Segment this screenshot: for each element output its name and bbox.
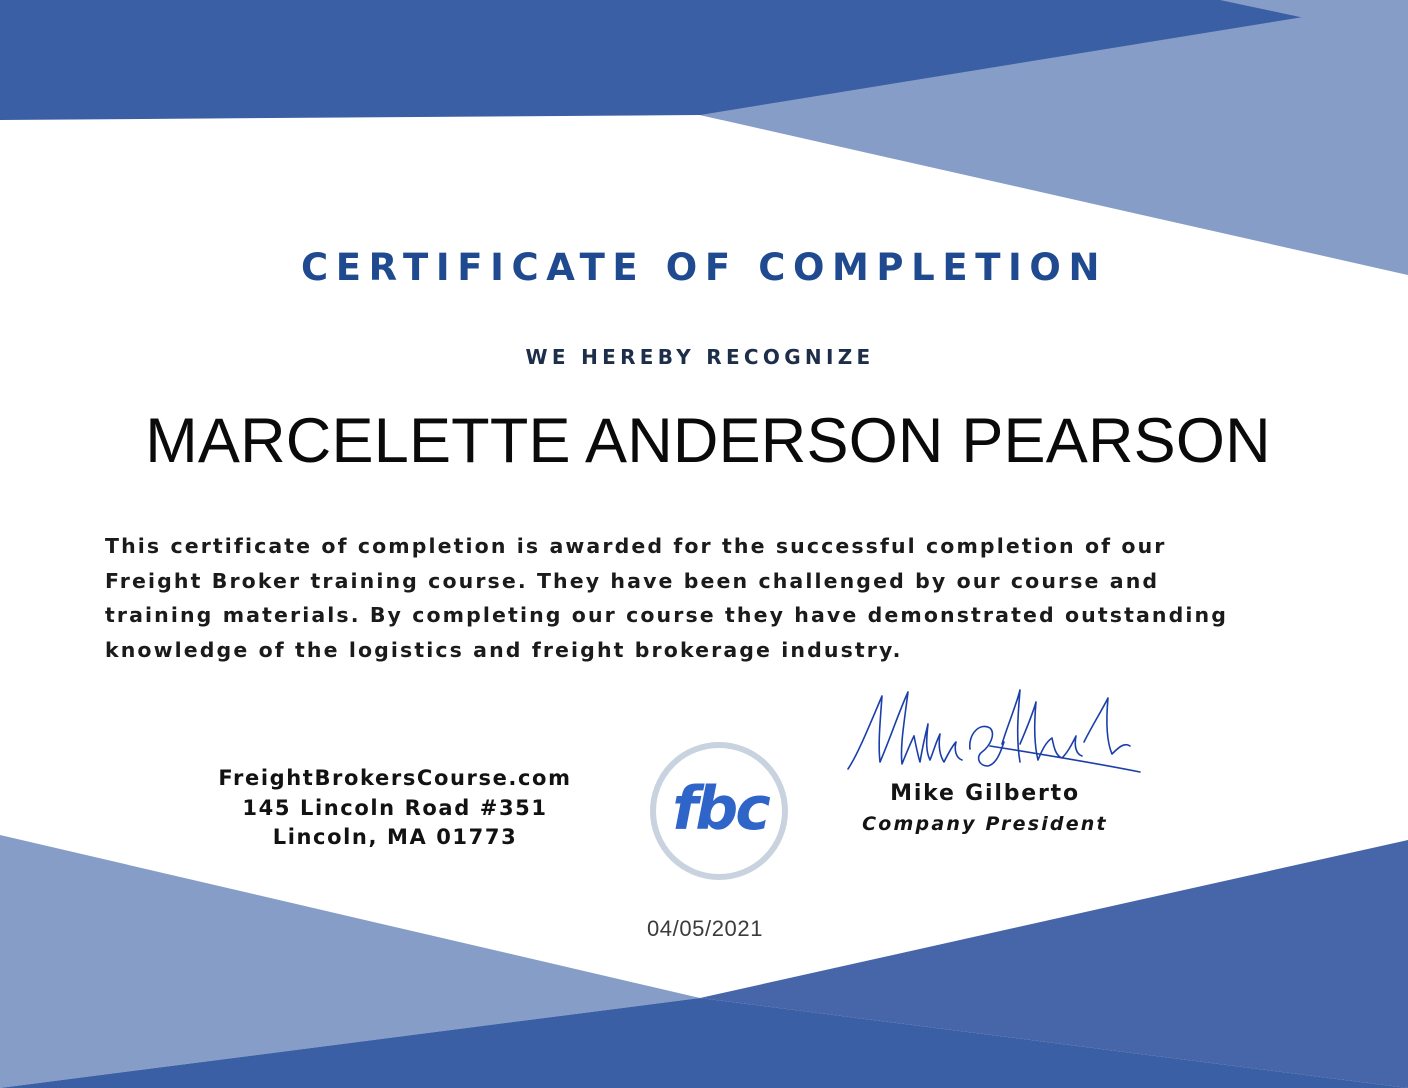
certificate-description <box>105 529 1310 667</box>
logo-text: fbc <box>672 774 768 844</box>
description-line: knowledge of the logistics and freight brokerage industry. <box>105 637 903 662</box>
street-address: 145 Lincoln Road #351 <box>242 795 548 820</box>
city-state-zip: Lincoln, MA 01773 <box>272 825 518 849</box>
description-line: This certificate of completion is awarded for the successful completion of our <box>105 534 1167 558</box>
signer-title: Company President <box>862 813 1108 835</box>
company-address <box>185 764 605 853</box>
signer-name: Mike Gilberto <box>890 781 1080 806</box>
recipient-name: MARCELETTE ANDERSON PEARSON <box>145 406 1271 476</box>
description-line: training materials. By completing our course they have demonstrated outstanding <box>105 603 1228 627</box>
fbc-logo-icon <box>648 740 790 882</box>
recognition-subtitle: WE HEREBY RECOGNIZE <box>525 345 875 369</box>
certificate-date: 04/05/2021 <box>646 916 764 941</box>
signature-icon <box>840 684 1145 776</box>
description-line: Freight Broker training course. They have been challenged by our course and <box>105 568 1160 593</box>
certificate-title: CERTIFICATE OF COMPLETION <box>300 246 1108 289</box>
company-website: FreightBrokersCourse.com <box>218 766 572 790</box>
